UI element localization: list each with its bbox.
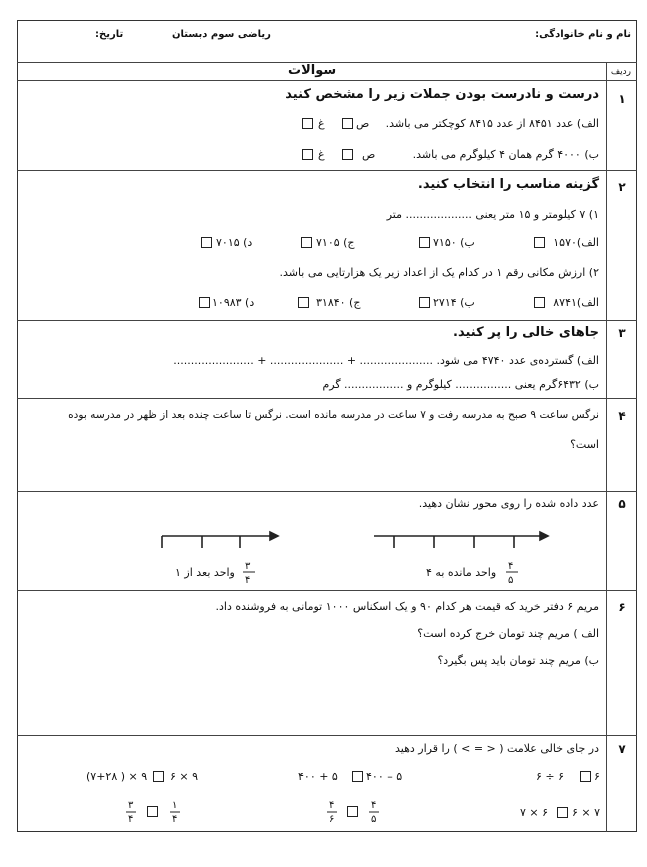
fraction-numerator: ۱: [172, 800, 178, 811]
option-b: ب) ۲۷۱۴: [433, 296, 475, 309]
fraction-denominator: ۵: [371, 814, 377, 825]
option-d: د) ۷۰۱۵: [216, 236, 253, 249]
option-a: الف)۸۷۴۱: [553, 296, 599, 309]
question-number: ۶: [618, 600, 626, 614]
q1-title: درست و نادرست بودن جملات زیر را مشخص کنید: [285, 87, 599, 102]
q1-statement-a: الف) عدد ۸۴۵۱ از عدد ۸۴۱۵ کوچکتر می باشد.: [385, 117, 599, 130]
compare-right-operand: ۴۰۰ – ۵: [366, 770, 403, 783]
fraction-numerator: ۴: [329, 800, 335, 811]
compare-left-operand: ۶ ÷ ۶: [536, 770, 565, 783]
option-d: د) ۱۰۹۸۳: [212, 296, 255, 309]
q4-line1: نرگس ساعت ۹ صبح به مدرسه رفت و ۷ ساعت در مدرسه مانده است. نرگس تا ساعت چنده بعد از ظهر در مدرسه بوده: [68, 409, 599, 421]
fraction-numerator: ۳: [245, 561, 251, 572]
false-label: غ: [318, 117, 325, 130]
fraction-denominator: ۵: [508, 575, 514, 586]
left-line-label: واحد بعد از ۱: [175, 566, 235, 579]
compare-left-operand: (۷+۲۸ ) × ۹: [86, 770, 148, 783]
fraction-numerator: ۴: [371, 800, 377, 811]
false-label: غ: [318, 148, 325, 161]
q4-line2: است؟: [570, 438, 599, 451]
compare-left-operand: ۴۰۰ + ۵: [298, 770, 338, 783]
q3-title: جاهای خالی را پر کنید.: [453, 325, 599, 340]
row-label: ردیف: [610, 67, 631, 77]
q2-title: گزینه مناسب را انتخاب کنید.: [417, 177, 599, 192]
name-label: نام و نام خانوادگی:: [535, 29, 631, 40]
true-label: ص: [356, 117, 370, 130]
question-number: ۷: [618, 742, 626, 756]
question-number: ۲: [618, 180, 626, 194]
subject-label: ریاضی سوم دبستان: [172, 29, 271, 40]
fraction-denominator: ۴: [172, 814, 178, 825]
q2-part1: ۱) ۷ کیلومتر و ۱۵ متر یعنی ................... متر: [386, 208, 599, 221]
q6-line1: مریم ۶ دفتر خرید که قیمت هر کدام ۹۰ و یک اسکناس ۱۰۰۰ تومانی به فروشنده داد.: [215, 600, 599, 613]
questions-title: سوالات: [288, 63, 337, 78]
q7-title: در جای خالی علامت ( < = > ) را قرار دهید: [394, 742, 599, 755]
question-number: ۳: [618, 326, 626, 340]
compare-sign-box[interactable]: [147, 806, 158, 817]
compare-left-operand: ۷ × ۶: [520, 806, 549, 819]
q2-part2: ۲) ارزش مکانی رقم ۱ در کدام یک از اعداد زیر یک هزارتایی می باشد.: [279, 266, 599, 279]
compare-right-operand: ۶: [594, 770, 600, 783]
question-number: ۴: [618, 409, 626, 423]
fraction-denominator: ۴: [245, 575, 251, 586]
option-c: ج) ۷۱۰۵: [316, 236, 355, 249]
option-a: الف)۱۵۷۰: [553, 236, 599, 249]
q6-part-b: ب) مریم چند تومان باید پس بگیرد؟: [437, 654, 599, 667]
fraction-numerator: ۴: [508, 561, 514, 572]
right-line-label: واحد مانده به ۴: [426, 566, 497, 579]
true-label: ص: [362, 148, 376, 161]
q6-part-a: الف ) مریم چند تومان خرج کرده است؟: [417, 627, 599, 640]
compare-right-operand: ۶ × ۷: [572, 806, 601, 819]
q5-title: عدد داده شده را روی محور نشان دهید.: [418, 497, 599, 510]
option-c: ج) ۳۱۸۴۰: [316, 296, 361, 309]
q3-part-a: الف) گسترده‌ی عدد ۴۷۴۰ می شود. ..................... + ..................... + .......................: [173, 354, 599, 367]
q3-part-b: ب) ۶۴۳۲گرم یعنی ................ کیلوگرم و ................. گرم: [322, 378, 599, 391]
fraction-denominator: ۴: [128, 814, 134, 825]
fraction-denominator: ۶: [329, 814, 335, 825]
fraction-numerator: ۳: [128, 800, 134, 811]
option-b: ب) ۷۱۵۰: [433, 236, 475, 249]
question-number: ۵: [618, 497, 626, 511]
compare-right-operand: ۶ × ۹: [170, 770, 199, 783]
q1-statement-b: ب) ۴۰۰۰ گرم همان ۴ کیلوگرم می باشد.: [412, 148, 599, 161]
date-label: تاریخ:: [95, 29, 124, 40]
question-number: ۱: [618, 92, 626, 106]
compare-sign-box[interactable]: [347, 806, 358, 817]
